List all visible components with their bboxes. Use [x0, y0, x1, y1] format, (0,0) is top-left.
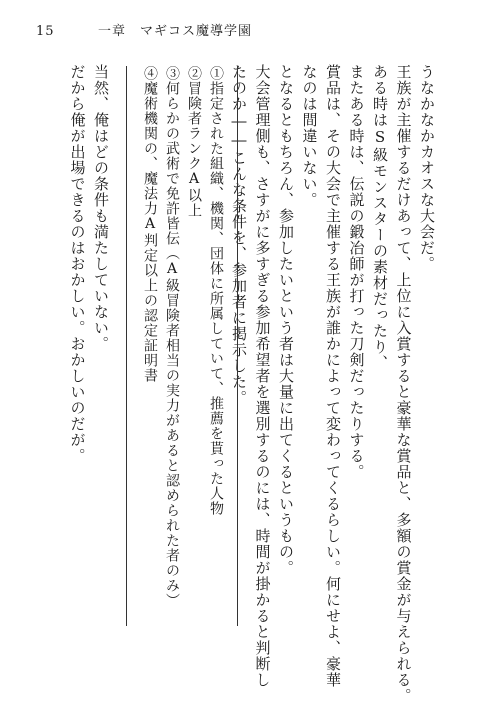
page-number: 15 — [36, 24, 55, 39]
chapter-title: 一章 マギコス魔導学園 — [98, 24, 253, 39]
text-line: なのは間違いない。 — [300, 64, 319, 208]
text-line: うなかなかカオスな大会だ。 — [418, 64, 436, 272]
main-text-block — [227, 64, 439, 704]
requirement-item: ①指定された組織、機関、団体に所属していて、推薦を貰った人物 — [208, 66, 224, 516]
requirement-item: ④魔術機関の、魔法力A判定以上の認定証明書 — [142, 66, 158, 383]
closing-text-block — [65, 64, 112, 604]
text-line: 大会管理側も、さすがに多すぎる参加希望者を選別するのには、時間が掛かると判断し — [253, 64, 272, 688]
text-line: 王族が主催するだけあって、上位に入賞すると豪華な賞品と、多額の賞金が与えられる。 — [394, 64, 413, 704]
text-line: たのか――こんな条件を、参加者に掲示した。 — [230, 64, 248, 406]
text-line: だから俺が出場できるのはおかしい。おかしいのだが。 — [68, 64, 87, 464]
requirement-item: ②冒険者ランクA以上 — [186, 66, 202, 218]
requirements-box — [126, 66, 238, 626]
page-header — [36, 22, 476, 42]
text-line: ある時はS級モンスターの素材だったり、 — [371, 64, 389, 371]
text-line: またある時は、伝説の鍛冶師が打った刀剣だったりする。 — [347, 64, 366, 480]
text-line: 賞品は、その大会で主催する王族が誰かによって変わってくるらしい。何にせよ、豪華 — [324, 64, 342, 688]
requirement-item: ③何らかの武術で免許皆伝（A級冒険者相当の実力があると認められた者のみ） — [164, 66, 180, 608]
text-line: 当然、俺はどの条件も満たしていない。 — [92, 64, 110, 352]
text-line: となるともちろん、参加したいという者は大量に出てくるというもの。 — [277, 64, 295, 576]
